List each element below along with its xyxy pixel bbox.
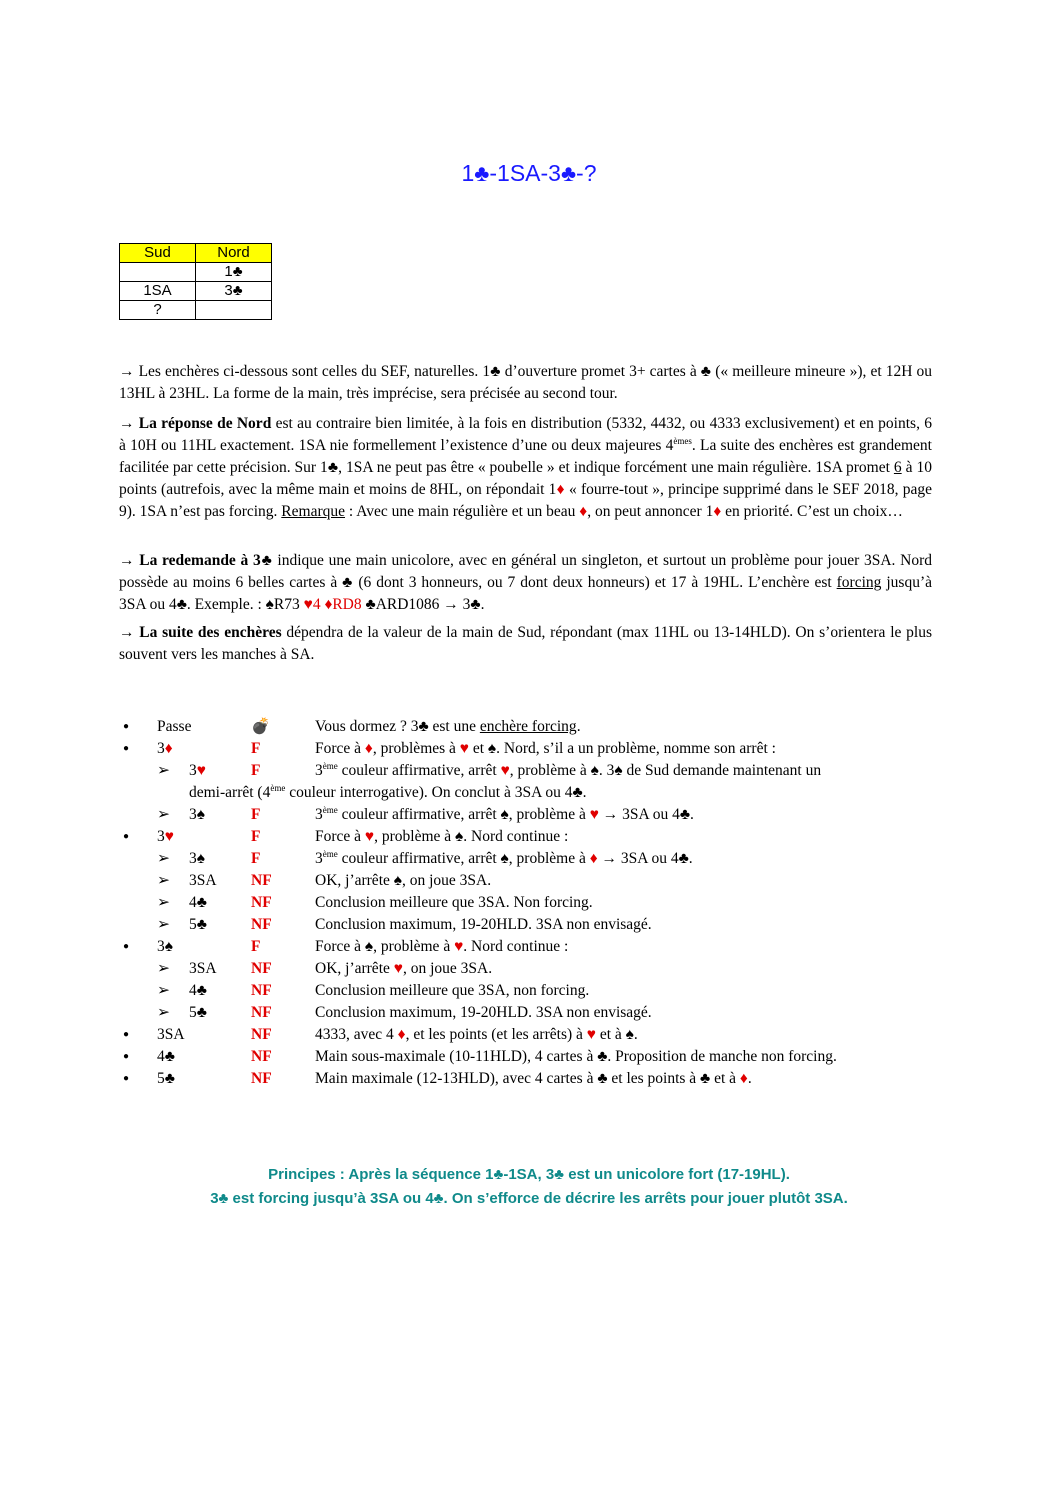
list-item bbox=[119, 1068, 932, 1090]
text: , on peut annoncer 1 bbox=[587, 503, 714, 520]
table-cell: 1SA bbox=[120, 282, 196, 301]
bold-heading: La redemande à 3♣ bbox=[139, 552, 273, 569]
text: . La suite des enchères est grandement facilitée par cette précision. Sur 1♣, 1SA ne peut pas être « poubelle » et indique forcément une main régulière. 1SA promet bbox=[119, 437, 932, 476]
bid: 3SA bbox=[157, 1026, 185, 1043]
description: Main maximale (12-13HLD), avec 4 cartes à ♣ et les points à ♣ et à ♦. bbox=[315, 1070, 752, 1087]
arrowhead-icon: ➢ bbox=[157, 762, 170, 779]
bomb-icon: 💣 bbox=[251, 718, 271, 735]
list-item bbox=[119, 1002, 932, 1024]
bidding-table bbox=[119, 243, 272, 320]
text: dépendra de la valeur de la main de Sud, répondant (max 11HL ou 13-14HLD). On s’orientera le plus souvent vers les manches à SA. bbox=[119, 624, 933, 663]
flag: NF bbox=[251, 982, 272, 999]
bid-sequence-list bbox=[119, 716, 932, 1090]
paragraph-suite bbox=[119, 622, 932, 666]
bid: 3♠ bbox=[189, 850, 205, 867]
header-nord: Nord bbox=[196, 244, 272, 263]
diamond-icon: ♦ bbox=[713, 503, 722, 520]
description: OK, j’arrête ♥, on joue 3SA. bbox=[315, 960, 493, 977]
page-title: 1♣-1SA-3♣-? bbox=[461, 160, 597, 186]
description: Conclusion meilleure que 3SA, non forcing. bbox=[315, 982, 590, 999]
table-cell: 3♣ bbox=[196, 282, 272, 301]
list-item bbox=[119, 804, 932, 826]
underlined-text: forcing bbox=[836, 574, 882, 591]
bid: 3♥ bbox=[189, 762, 206, 779]
description: Conclusion maximum, 19-20HLD. 3SA non envisagé. bbox=[315, 1004, 652, 1021]
text: ♣ARD1086 → 3♣. bbox=[361, 596, 485, 613]
text: « fourre-tout », principe supprimé dans le SEF 2018, page 9). 1SA n’est pas forcing. bbox=[119, 481, 932, 520]
table-cell: ? bbox=[120, 301, 196, 320]
bold-heading: La réponse de Nord bbox=[138, 415, 272, 432]
description: 3ème couleur affirmative, arrêt ♠, problème à ♥ → 3SA ou 4♣. bbox=[315, 804, 694, 823]
text: en priorité. C’est un choix… bbox=[721, 503, 903, 520]
principles-line-2: 3♣ est forcing jusqu’à 3SA ou 4♣. On s’efforce de décrire les arrêts pour jouer plutôt 3SA. bbox=[210, 1190, 848, 1207]
arrowhead-icon: ➢ bbox=[157, 916, 170, 933]
paragraph-reponse-nord bbox=[119, 413, 932, 523]
description: 3ème couleur affirmative, arrêt ♥, problème à ♠. 3♠ de Sud demande maintenant un bbox=[315, 760, 822, 779]
list-item bbox=[119, 1024, 932, 1046]
flag: NF bbox=[251, 1004, 272, 1021]
list-item bbox=[119, 936, 932, 958]
bullet-icon: ● bbox=[123, 721, 130, 732]
arrow: → bbox=[119, 415, 135, 432]
description: Force à ♥, problème à ♠. Nord continue : bbox=[315, 828, 569, 845]
flag: NF bbox=[251, 916, 272, 933]
list-item bbox=[119, 738, 932, 760]
arrowhead-icon: ➢ bbox=[157, 960, 170, 977]
bullet-icon: ● bbox=[123, 1051, 130, 1062]
flag: NF bbox=[251, 1070, 272, 1087]
arrow: → bbox=[119, 552, 135, 569]
bid: 3SA bbox=[189, 872, 217, 889]
list-item bbox=[119, 716, 932, 738]
description: Main sous-maximale (10-11HLD), 4 cartes à ♣. Proposition de manche non forcing. bbox=[315, 1048, 837, 1065]
description: Conclusion maximum, 19-20HLD. 3SA non envisagé. bbox=[315, 916, 652, 933]
arrowhead-icon: ➢ bbox=[157, 850, 170, 867]
underlined-text: enchère forcing bbox=[479, 718, 577, 735]
diamond-icon: ♦ bbox=[579, 503, 588, 520]
arrow: → bbox=[119, 624, 135, 641]
bid: 4♣ bbox=[189, 982, 207, 999]
table-row bbox=[120, 263, 272, 282]
bid: 4♣ bbox=[189, 894, 207, 911]
arrowhead-icon: ➢ bbox=[157, 894, 170, 911]
bidding-table-header bbox=[120, 244, 272, 263]
bullet-icon: ● bbox=[123, 831, 130, 842]
description: 3ème couleur affirmative, arrêt ♠, problème à ♦ → 3SA ou 4♣. bbox=[315, 848, 693, 867]
description: Force à ♦, problèmes à ♥ et ♠. Nord, s’il a un problème, nomme son arrêt : bbox=[315, 740, 776, 757]
arrowhead-icon: ➢ bbox=[157, 982, 170, 999]
description: OK, j’arrête ♠, on joue 3SA. bbox=[315, 872, 492, 889]
list-item bbox=[119, 914, 932, 936]
bid: 5♣ bbox=[157, 1070, 175, 1087]
description: 4333, avec 4 ♦, et les points (et les arrêts) à ♥ et à ♠. bbox=[315, 1026, 638, 1043]
bid: 4♣ bbox=[157, 1048, 175, 1065]
bid: 3♦ bbox=[157, 740, 173, 757]
list-item bbox=[119, 870, 932, 892]
text: à 10 points (autrefois, avec la même main et moins de 8HL, on répondait 1 bbox=[119, 459, 932, 498]
flag: NF bbox=[251, 1048, 272, 1065]
flag: F bbox=[251, 806, 261, 823]
table-row bbox=[120, 282, 272, 301]
flag: F bbox=[251, 740, 261, 757]
list-item bbox=[119, 958, 932, 980]
arrowhead-icon: ➢ bbox=[157, 872, 170, 889]
text: : Avec une main régulière et un beau bbox=[345, 503, 580, 520]
table-cell bbox=[196, 301, 272, 320]
description bbox=[315, 716, 932, 738]
bid: Passe bbox=[157, 718, 192, 735]
paragraph-intro: → Les enchères ci-dessous sont celles du SEF, naturelles. 1♣ d’ouverture promet 3+ cartes à ♣ (« meilleure mineure »), et 12H ou 13HL à 23HL. La forme de la main, très imprécise, sera précisée au second tour. bbox=[119, 363, 932, 402]
header-sud: Sud bbox=[120, 244, 196, 263]
bid: 3♠ bbox=[157, 938, 173, 955]
bullet-icon: ● bbox=[123, 1073, 130, 1084]
list-item bbox=[119, 980, 932, 1002]
arrowhead-icon: ➢ bbox=[157, 1004, 170, 1021]
superscript: èmes bbox=[673, 435, 692, 446]
description-continued: demi-arrêt (4ème couleur interrogative). On conclut à 3SA ou 4♣. bbox=[189, 782, 587, 801]
table-cell bbox=[120, 263, 196, 282]
text: jusqu’à 3SA ou 4♣. Exemple. : ♠R73 bbox=[119, 574, 932, 613]
bid: 3♥ bbox=[157, 828, 174, 845]
flag: NF bbox=[251, 872, 272, 889]
diamond-icon: ♦ bbox=[556, 481, 565, 498]
bid: 5♣ bbox=[189, 916, 207, 933]
text: est au contraire bien limitée, à la fois en distribution (5332, 4432, ou 4333 exclusivement) et en points, 6 à 10H ou 11HL exactement. 1SA nie formellement l’existence d’une ou deux majeures 4 bbox=[119, 415, 932, 454]
bullet-icon: ● bbox=[123, 941, 130, 952]
underlined-text: 6 bbox=[893, 459, 902, 476]
underlined-text: Remarque bbox=[281, 503, 345, 520]
bold-heading: La suite des enchères bbox=[139, 624, 282, 641]
description: Conclusion meilleure que 3SA. Non forcing. bbox=[315, 894, 593, 911]
list-item bbox=[119, 760, 932, 804]
red-cards: ♥4 ♦RD8 bbox=[303, 596, 362, 613]
text: indique une main unicolore, avec en général un singleton, et surtout un problème pour jouer 3SA. Nord possède au moins 6 belles cartes à ♣ (6 dont 3 honneurs, ou 7 dont deux honneurs) et 17 à 19HL. L’enchère est bbox=[119, 552, 932, 591]
paragraph-redemande bbox=[119, 550, 932, 616]
flag: F bbox=[251, 850, 261, 867]
table-row bbox=[120, 301, 272, 320]
flag: NF bbox=[251, 960, 272, 977]
list-item bbox=[119, 1046, 932, 1068]
list-item bbox=[119, 892, 932, 914]
bullet-icon: ● bbox=[123, 743, 130, 754]
bid: 5♣ bbox=[189, 1004, 207, 1021]
flag: F bbox=[251, 828, 261, 845]
bullet-icon: ● bbox=[123, 1029, 130, 1040]
text: . bbox=[576, 718, 581, 735]
flag: F bbox=[251, 938, 261, 955]
flag: F bbox=[251, 762, 261, 779]
bid: 3SA bbox=[189, 960, 217, 977]
list-item bbox=[119, 848, 932, 870]
arrowhead-icon: ➢ bbox=[157, 806, 170, 823]
flag: NF bbox=[251, 1026, 272, 1043]
list-item bbox=[119, 826, 932, 848]
table-cell: 1♣ bbox=[196, 263, 272, 282]
description: Force à ♠, problème à ♥. Nord continue : bbox=[315, 938, 569, 955]
bid: 3♠ bbox=[189, 806, 205, 823]
flag: NF bbox=[251, 894, 272, 911]
text: Vous dormez ? 3♣ est une bbox=[315, 718, 480, 735]
principles-line-1: Principes : Après la séquence 1♣-1SA, 3♣ est un unicolore fort (17-19HL). bbox=[268, 1166, 790, 1183]
